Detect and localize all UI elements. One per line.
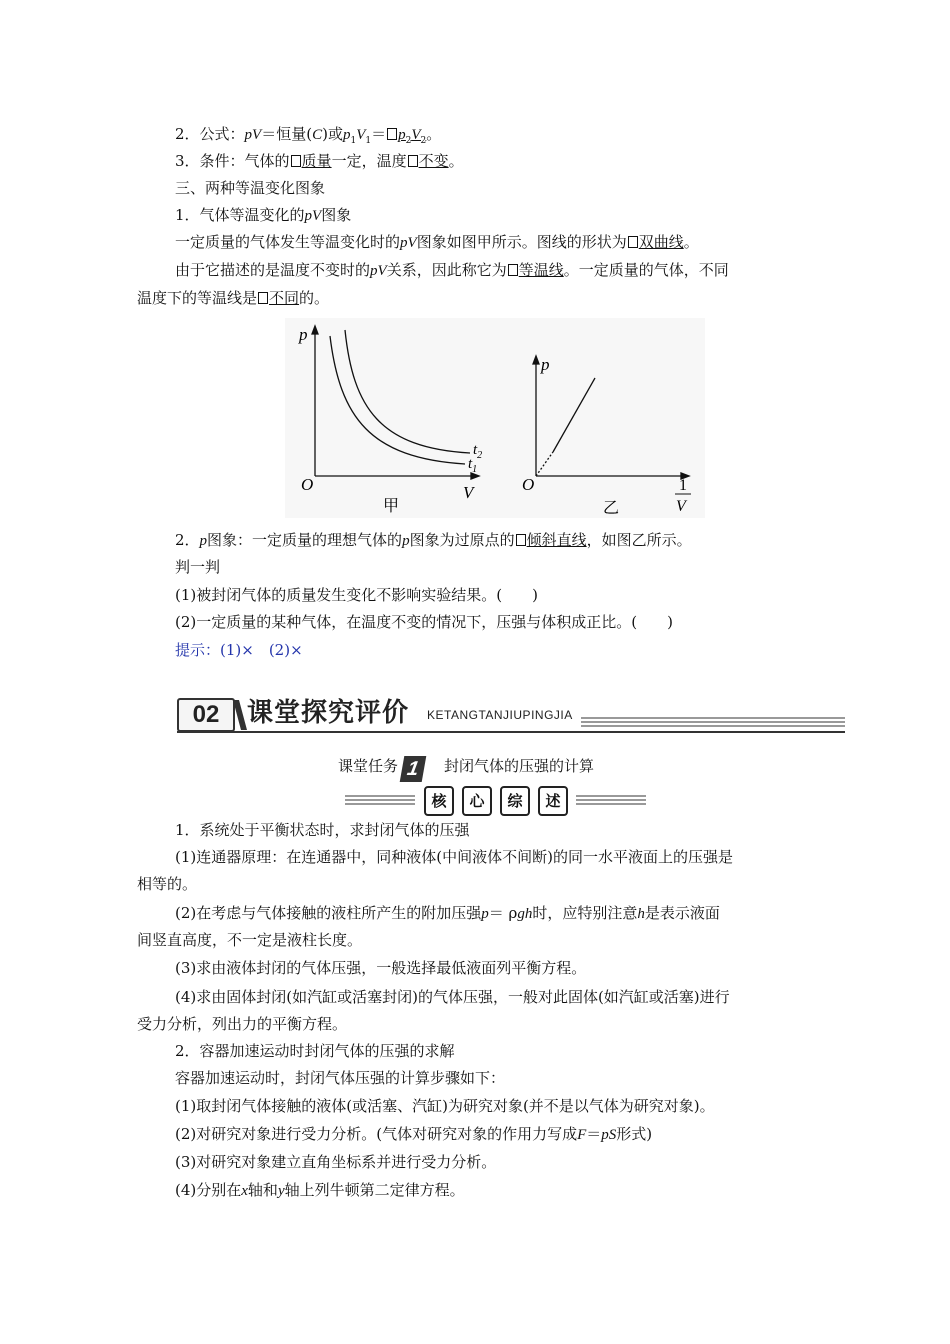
s3-step-3: (3)对研究对象建立直角坐标系并进行受力分析。 xyxy=(175,1153,497,1171)
isotherm-figure xyxy=(285,318,705,518)
s3-item-4-cont: 受力分析，列出力的平衡方程。 xyxy=(137,1015,348,1033)
p-inverse-v-line: 2．p图象：一定质量的理想气体的p图象为过原点的 倾斜直线，如图乙所示。 xyxy=(175,531,692,549)
paragraph-pv: 一定质量的气体发生等温变化时的pV图象如图甲所示。图线的形状为 双曲线。 xyxy=(175,233,699,251)
axis-label-v: V xyxy=(463,483,474,502)
task-badge: 1 xyxy=(400,756,427,782)
section-number: 02 xyxy=(177,698,235,732)
banner-underline xyxy=(177,731,845,734)
s3-step-4: (4)分别在x轴和y轴上列牛顿第二定律方程。 xyxy=(175,1181,465,1199)
judge-heading: 判一判 xyxy=(175,558,221,576)
hint-answer: 提示：(1)× (2)× xyxy=(175,641,303,659)
s3-item-2: (2)在考虑与气体接触的液柱所产生的附加压强p＝ ρgh时，应特别注意h是表示液面 xyxy=(175,904,720,922)
s3-item-2-cont: 间竖直高度，不一定是液柱长度。 xyxy=(137,931,363,949)
blank-box xyxy=(628,236,638,248)
s3-item-3: (3)求由液体封闭的气体压强，一般选择最低液面列平衡方程。 xyxy=(175,959,587,977)
s3-heading-1: 1．系统处于平衡状态时，求封闭气体的压强 xyxy=(175,821,470,839)
judge-item-2: (2)一定质量的某种气体，在温度不变的情况下，压强与体积成正比。( ) xyxy=(175,613,673,631)
s3-step-1: (1)取封闭气体接触的液体(或活塞、汽缸)为研究对象(并不是以气体为研究对象)。 xyxy=(175,1097,715,1115)
core-tag: 综 xyxy=(500,786,530,816)
blank-box xyxy=(258,292,268,304)
formula-line: 2．公式：pV＝恒量(C)或$p_1V_1= p_2V_2$。 xyxy=(175,125,442,146)
blank-box xyxy=(387,128,397,140)
curve-label-t2: $t_2$ xyxy=(473,442,483,461)
paragraph-isotherm: 由于它描述的是温度不变时的pV关系，因此称它为 等温线。一定质量的气体，不同 xyxy=(175,261,729,279)
heading-two-graphs: 三、两种等温变化图象 xyxy=(175,179,326,197)
s3-item-1: (1)连通器原理：在连通器中，同种液体(中间液体不间断)的同一水平液面上的压强是 xyxy=(175,848,733,866)
core-tag: 心 xyxy=(462,786,492,816)
caption-jia: 甲 xyxy=(383,496,400,515)
axis-label-inverse-v-num: 1 xyxy=(679,477,687,494)
origin-label-right: O xyxy=(522,475,535,494)
blank-box xyxy=(516,534,526,546)
curve-label-t1: $t_1$ xyxy=(468,456,478,475)
core-tag: 核 xyxy=(424,786,454,816)
blank-box xyxy=(291,155,301,167)
judge-item-1: (1)被封闭气体的质量发生变化不影响实验结果。( ) xyxy=(175,586,538,604)
axis-label-inverse-v-den: V xyxy=(676,498,686,515)
core-tag: 述 xyxy=(538,786,568,816)
caption-yi: 乙 xyxy=(603,498,620,517)
core-right-lines xyxy=(576,793,646,807)
s3-step-2: (2)对研究对象进行受力分析。(气体对研究对象的作用力写成F＝pS形式) xyxy=(175,1125,653,1143)
s3-steps-intro: 容器加速运动时，封闭气体压强的计算步骤如下： xyxy=(175,1069,506,1087)
core-left-lines xyxy=(345,793,415,807)
subheading-pv-graph: 1．气体等温变化的pV图象 xyxy=(175,206,352,224)
task-title: 封闭气体的压强的计算 xyxy=(444,757,595,775)
task-prefix: 课堂任务 xyxy=(338,757,399,775)
task-header xyxy=(338,752,594,780)
s3-item-1-cont: 相等的。 xyxy=(137,875,198,893)
s3-item-4: (4)求由固体封闭(如汽缸或活塞封闭)的气体压强，一般对此固体(如汽缸或活塞)进行 xyxy=(175,988,730,1006)
banner-lines xyxy=(581,716,845,730)
blank-box xyxy=(408,155,418,167)
axis-label-p: p xyxy=(299,325,308,344)
axis-label-p-right: p xyxy=(541,355,550,374)
section-pinyin: KETANGTANJIUPINGJIA xyxy=(427,708,573,722)
banner-slash-decoration xyxy=(233,700,247,730)
s3-heading-2: 2．容器加速运动时封闭气体的压强的求解 xyxy=(175,1042,455,1060)
paragraph-isotherm-cont: 温度下的等温线是 不同的。 xyxy=(137,289,330,307)
core-summary-tags xyxy=(420,786,572,814)
blank-box xyxy=(508,264,518,276)
section-title: 课堂探究评价 xyxy=(247,698,410,728)
origin-label: O xyxy=(301,475,314,494)
condition-line: 3．条件：气体的 质量一定，温度 不变。 xyxy=(175,152,464,170)
section-banner xyxy=(177,694,845,734)
